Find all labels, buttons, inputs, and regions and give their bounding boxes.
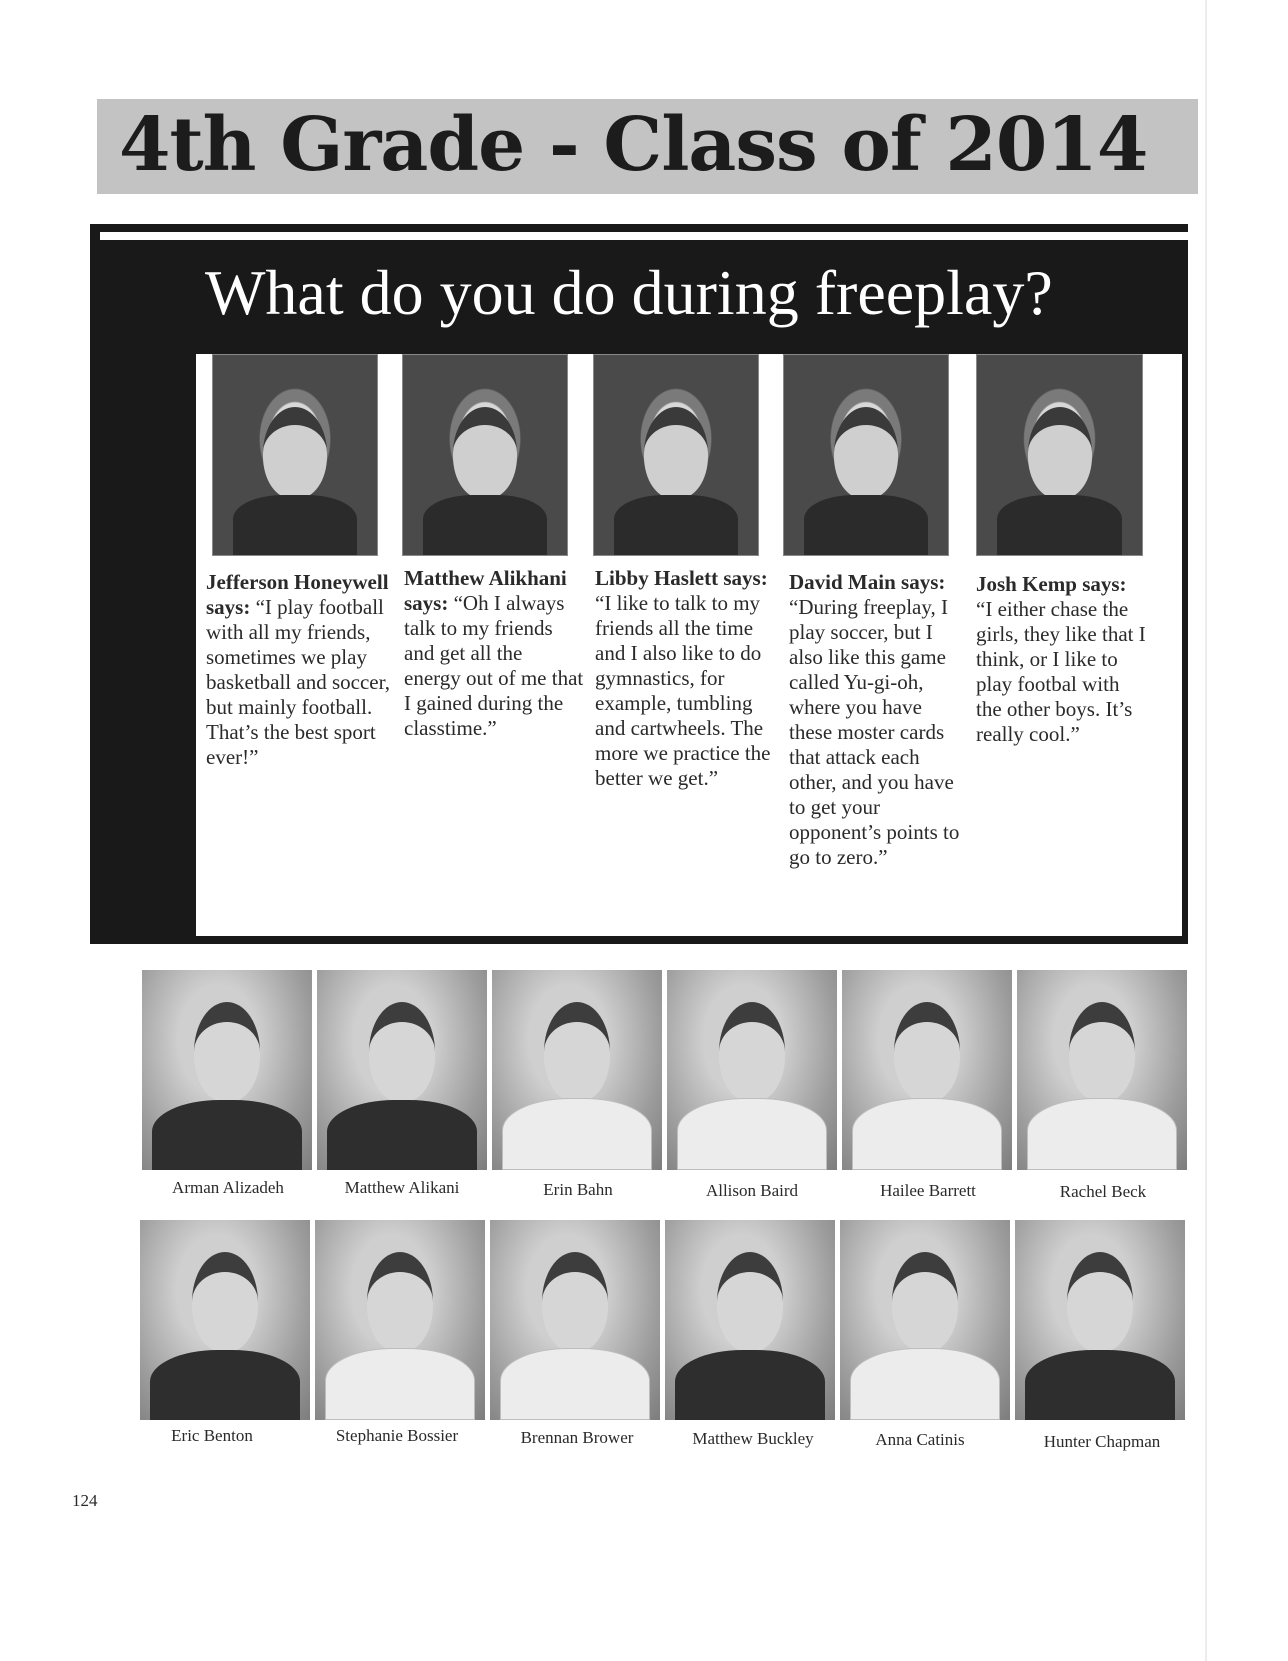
student-quote — [976, 572, 1146, 747]
portrait-caption: Allison Baird — [705, 1181, 799, 1200]
student-name: Josh Kemp — [976, 572, 1077, 596]
portrait-caption: Eric Benton — [171, 1426, 253, 1445]
portrait-caption: Hailee Barrett — [880, 1181, 976, 1200]
portrait-caption: Brennan Brower — [520, 1428, 634, 1447]
portrait-caption: Anna Catinis — [875, 1430, 965, 1449]
quote-text: “I either chase the girls, they like that I think, or I like to play footbal with the other boys. It’s really cool.” — [976, 597, 1146, 746]
portrait-photo — [840, 1220, 1010, 1420]
page-title: 4th Grade - Class of 2014 — [119, 102, 1148, 188]
portrait-photo — [492, 970, 662, 1170]
portrait-photo — [665, 1220, 835, 1420]
portrait-caption: Hunter Chapman — [1043, 1432, 1161, 1451]
portrait-caption: Stephanie Bossier — [335, 1426, 459, 1445]
portrait-photo — [315, 1220, 485, 1420]
student-quote — [595, 566, 775, 791]
says-label: says: — [723, 566, 768, 590]
feature-rule — [100, 232, 1189, 240]
student-quote — [206, 570, 391, 770]
portrait-caption: Erin Bahn — [543, 1180, 613, 1199]
portrait-photo — [667, 970, 837, 1170]
says-label: says: — [901, 570, 946, 594]
student-photo — [783, 354, 949, 556]
portrait-photo — [490, 1220, 660, 1420]
page-edge — [1205, 0, 1207, 1661]
student-photo — [402, 354, 568, 556]
quote-text: “I play football with all my friends, sometimes we play basketball and soccer, but mainly football. That’s the best sport ever!” — [206, 595, 390, 769]
portrait-photo — [1017, 970, 1187, 1170]
portrait-caption: Arman Alizadeh — [172, 1178, 284, 1197]
student-photo — [976, 354, 1143, 556]
student-name: Libby Haslett — [595, 566, 719, 590]
quote-text: “Oh I always talk to my friends and get all the energy out of me that I gained during the classtime.” — [404, 591, 584, 740]
portrait-photo — [1015, 1220, 1185, 1420]
feature-question: What do you do during freeplay? — [205, 257, 1053, 328]
student-quote — [789, 570, 969, 870]
portrait-caption: Rachel Beck — [1059, 1182, 1147, 1201]
says-label: says: — [206, 595, 251, 619]
portrait-photo — [142, 970, 312, 1170]
student-photo — [212, 354, 378, 556]
portrait-photo — [842, 970, 1012, 1170]
title-bar — [97, 99, 1198, 194]
portrait-photo — [317, 970, 487, 1170]
portrait-photo — [140, 1220, 310, 1420]
quote-text: “I like to talk to my friends all the time and I also like to do gymnastics, for example, tumbling and cartwheels. The more we practice the better we get.” — [595, 591, 771, 790]
portrait-caption: Matthew Alikani — [344, 1178, 460, 1197]
portrait-caption: Matthew Buckley — [692, 1429, 814, 1448]
freeplay-feature — [90, 224, 1188, 944]
says-label: says: — [1082, 572, 1127, 596]
quote-text: “During freeplay, I play soccer, but I also like this game called Yu-gi-oh, where you have these moster cards that attack each other, and you have to get your opponent’s points to go to zero.” — [789, 595, 960, 869]
student-name: Matthew Alikhani — [404, 566, 567, 590]
feature-panel — [196, 354, 1182, 936]
page-number: 124 — [72, 1491, 98, 1510]
student-photo — [593, 354, 759, 556]
student-name: Jefferson Honeywell — [206, 570, 389, 594]
student-name: David Main — [789, 570, 896, 594]
says-label: says: — [404, 591, 449, 615]
student-quote — [404, 566, 584, 741]
